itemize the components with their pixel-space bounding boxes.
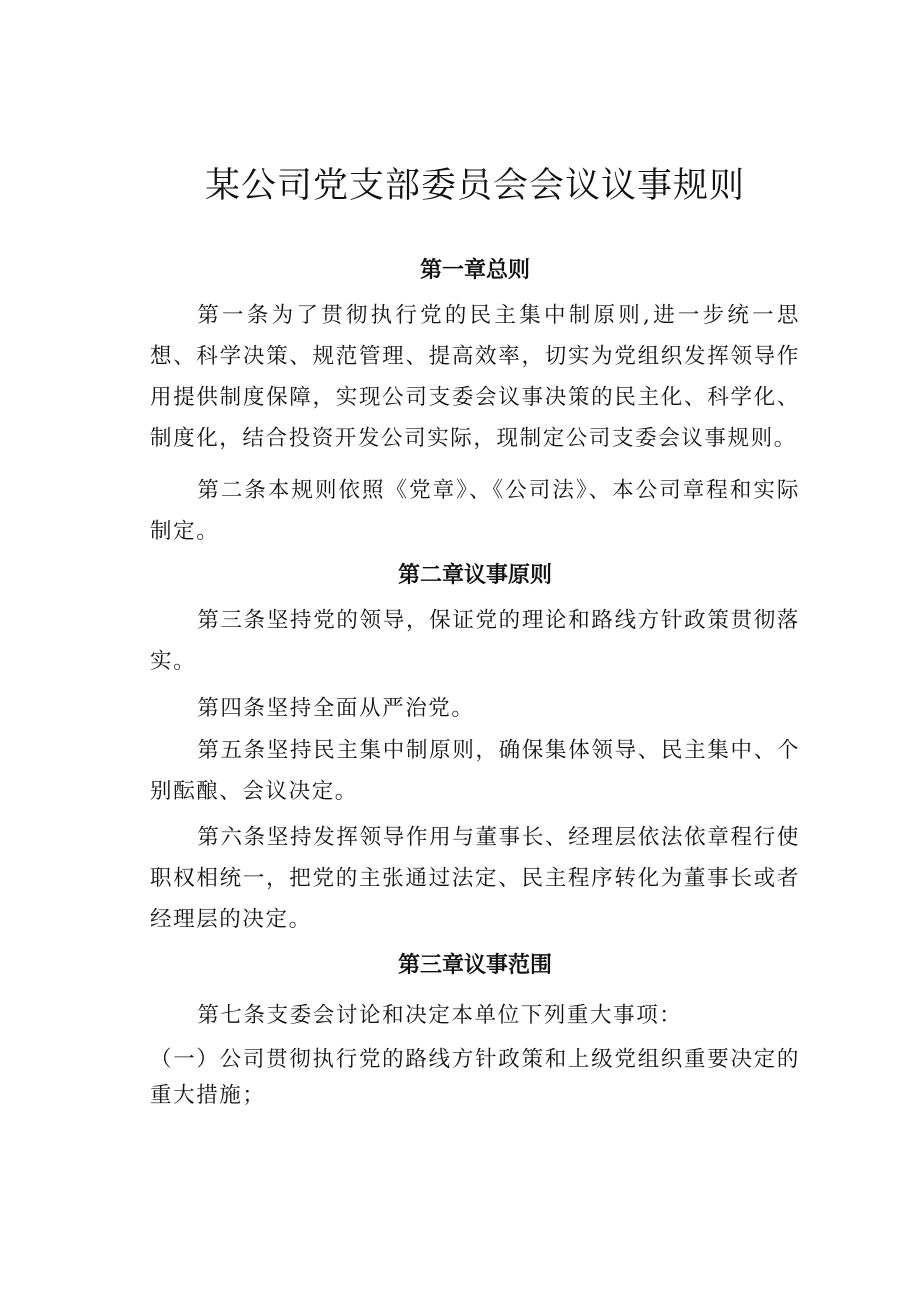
chapter-heading-2: 第二章议事原则 (397, 563, 552, 588)
article-6: 第六条坚持发挥领导作用与董事长、经理层依法依章程行使职权相统一，把党的主张通过法定、民主程序转化为董事长或者经理层的决定。 (150, 825, 800, 932)
article-5: 第五条坚持民主集中制原则，确保集体领导、民主集中、个别酝酿、会议决定。 (150, 738, 800, 804)
article-2: 第二条本规则依照《党章》、《公司法》、本公司章程和实际制定。 (150, 478, 800, 544)
chapter-heading-3: 第三章议事范围 (397, 953, 552, 978)
article-4: 第四条坚持全面从严治党。 (197, 696, 475, 721)
article-7-item-1: （一）公司贯彻执行党的路线方针政策和上级党组织重要决定的重大措施； (150, 1047, 800, 1108)
article-7: 第七条支委会讨论和决定本单位下列重大事项： (197, 1003, 683, 1028)
chapter-heading-1: 第一章总则 (419, 258, 530, 283)
article-3: 第三条坚持党的领导，保证党的理论和路线方针政策贯彻落实。 (150, 608, 800, 674)
article-1: 第一条为了贯彻执行党的民主集中制原则,进一步统一思想、科学决策、规范管理、提高效率，切实为党组织发挥领导作用提供制度保障，实现公司支委会议事决策的民主化、科学化、制度化，结合投资开发公司实际，现制定公司支委会议事规则。 (150, 303, 800, 451)
document-title: 某公司党支部委员会会议议事规则 (204, 166, 745, 206)
